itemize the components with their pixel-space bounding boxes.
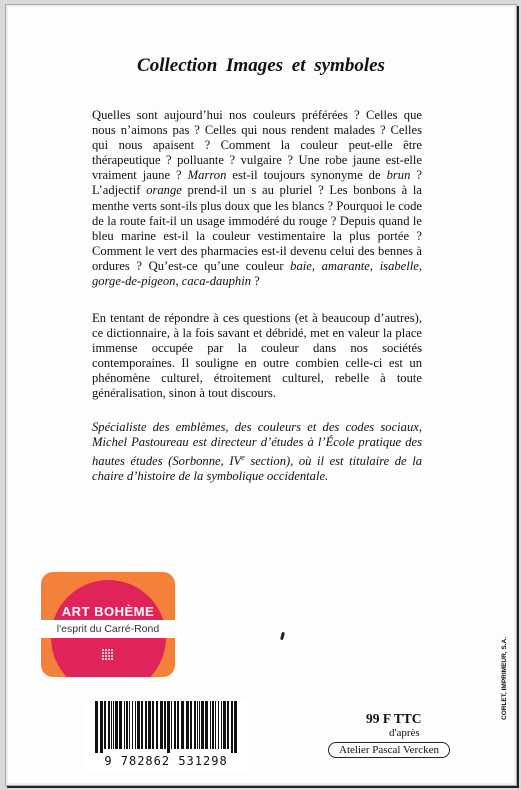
- bio-text-run: e: [241, 453, 245, 463]
- barcode-bar: [108, 701, 110, 749]
- barcode-bar: [199, 701, 200, 749]
- barcode-bar: [156, 701, 158, 749]
- questions-text-run: Quelles sont aujourd’hui nos couleurs préférées ? Celles que nous n’aimons pas ? Celles qui nous rendent malades ? Celles qui nous apaisent ? Comment la couleur peut-elle être thérapeutique ? polluante ? vulgaire ? Une robe jaune est-elle vraiment jaune ?: [92, 108, 422, 183]
- questions-text-run: ?: [251, 274, 260, 289]
- questions-text-run: isabelle: [379, 258, 419, 273]
- barcode-bar: [164, 701, 166, 749]
- barcode-bar: [205, 701, 208, 749]
- questions-text-run: ,: [175, 274, 182, 289]
- barcode-bar: [104, 701, 106, 749]
- questions-text-run: gorge-de-pigeon: [92, 274, 176, 289]
- barcode-bar: [190, 701, 192, 749]
- questions-text-run: ,: [418, 258, 423, 273]
- barcode-bar: [218, 701, 219, 749]
- questions-text-run: amarante: [321, 258, 370, 273]
- barcode-bar: [210, 701, 211, 749]
- barcode-bar: [132, 701, 133, 749]
- sticker-subtitle: l'esprit du Carré-Rond: [41, 620, 175, 638]
- bio-text-run: Spécialiste des emblèmes, des couleurs et des codes sociaux, Michel Pastoureau est directeur d’études à l’École pratique des hautes études (Sorbonne, IV: [92, 420, 422, 469]
- questions-text-run: Marron: [187, 168, 227, 183]
- barcode-bar: [221, 701, 222, 749]
- barcode-bar: [167, 701, 170, 753]
- barcode-bar: [145, 701, 147, 749]
- barcode-bar: [194, 701, 196, 749]
- price-label: 99 F TTC: [366, 711, 422, 726]
- barcode-bar: [152, 701, 154, 749]
- barcode-bar: [119, 701, 122, 749]
- questions-text-run: ? L’adjectif: [92, 168, 422, 198]
- barcode-bar: [227, 701, 229, 749]
- price-note: d'après: [389, 727, 420, 739]
- barcode-bars: [93, 701, 239, 753]
- art-boheme-sticker: [41, 572, 175, 677]
- barcode-bar: [100, 701, 103, 753]
- barcode-bar: [177, 701, 179, 749]
- barcode-bar: [124, 701, 125, 749]
- questions-text-run: ,: [311, 258, 322, 273]
- barcode-bar: [135, 701, 136, 749]
- sticker-dots-icon: [101, 648, 115, 662]
- barcode-bar: [160, 701, 163, 749]
- barcode-bar: [212, 701, 214, 749]
- questions-text-run: ,: [369, 258, 380, 273]
- questions-text-run: caca-dauphin: [181, 274, 252, 289]
- questions-text-run: orange: [146, 183, 182, 198]
- collection-title: Collection Images et symboles: [137, 55, 385, 76]
- barcode-bar: [186, 701, 189, 749]
- barcode-bar: [95, 701, 98, 753]
- barcode-digits: 9 782862 531298: [104, 754, 228, 768]
- barcode-bar: [234, 701, 237, 753]
- sticker-title: ART BOHÈME: [61, 604, 155, 619]
- questions-text-run: prend-il un s au pluriel ? Les bonbons à la menthe verts sont-ils plus doux que les blancs ? Pourquoi le code de la route fait-il un usage immodéré du rouge ? Depuis quand le bleu marine est-il la couleur vestimentaire la plus portée ? Comment le vert des pharmacies est-il devenu celui des bennes à ordures ? Qu’est-ce qu’une couleur: [92, 183, 422, 273]
- barcode-bar: [137, 701, 140, 749]
- barcode-bar: [181, 701, 184, 749]
- barcode-bar: [111, 701, 112, 749]
- description-paragraph-questions: [92, 108, 422, 289]
- questions-text-run: baie: [290, 258, 312, 273]
- isbn-barcode: [83, 699, 249, 773]
- barcode-bar: [223, 701, 226, 749]
- barcode-bar: [148, 701, 151, 749]
- barcode-bar: [201, 701, 204, 749]
- illustrator-credit: Atelier Pascal Vercken: [328, 742, 450, 758]
- printer-credit: CORLET, IMPRIMEUR, S.A.: [501, 636, 508, 720]
- book-back-cover: [5, 4, 517, 786]
- barcode-bar: [197, 701, 198, 749]
- barcode-bar: [113, 701, 114, 749]
- barcode-bar: [129, 701, 130, 749]
- barcode-bar: [174, 701, 176, 749]
- barcode-bar: [126, 701, 128, 749]
- pen-mark: [280, 632, 285, 641]
- barcode-bar: [171, 701, 172, 749]
- barcode-bar: [115, 701, 118, 749]
- barcode-bar: [231, 701, 233, 753]
- author-bio-paragraph: [92, 420, 422, 485]
- description-paragraph-dictionary: En tentant de répondre à ces questions (et à beaucoup d’autres), ce dictionnaire, à la fois savant et débridé, met en valeur la place immense occupée par la couleur dans nos sociétés contemporaines. Il souligne en outre combien celle-ci est un phénomène culturel, étroitement culturel, rebelle à toute généralisation, sinon à tout discours.: [92, 311, 422, 401]
- bio-text-run: section), où il est titulaire de la chaire d’histoire de la symbolique occidentale.: [92, 454, 422, 484]
- barcode-bar: [141, 701, 143, 749]
- questions-text-run: est-il toujours synonyme de: [226, 168, 387, 183]
- questions-text-run: brun: [386, 168, 411, 183]
- barcode-bar: [215, 701, 216, 749]
